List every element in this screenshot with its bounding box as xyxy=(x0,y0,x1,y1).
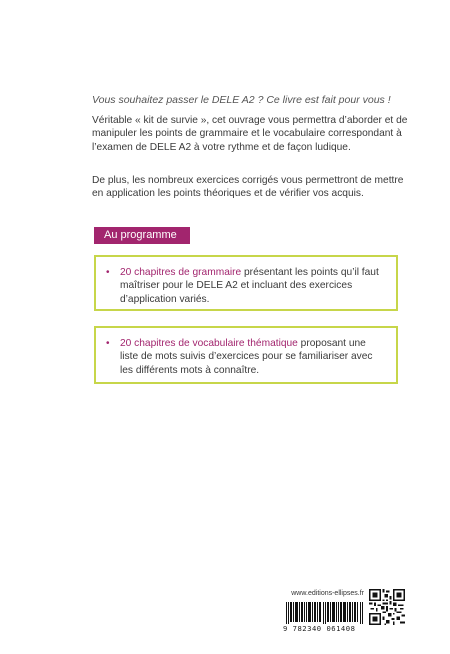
exercises-paragraph: De plus, les nombreux exercices corrigés vous permettront de mettre en application les points théoriques et de vérifier vos acquis. xyxy=(92,175,404,200)
bullet-icon: • xyxy=(106,267,110,278)
intro-tagline: Vous souhaitez passer le DELE A2 ? Ce livre est fait pour vous ! xyxy=(92,94,391,106)
item-highlight: 20 chapitres de grammaire xyxy=(120,267,242,278)
program-item-vocabulary xyxy=(94,326,398,384)
item-text: proposant une liste de mots suivis d’exercices pour se familiariser avec les différents mots à connaître. xyxy=(120,338,373,376)
item-highlight: 20 chapitres de vocabulaire thématique xyxy=(120,338,298,349)
qr-code-icon xyxy=(369,589,405,625)
isbn-number: 9 782340 061408 xyxy=(283,624,356,633)
program-item-grammar xyxy=(94,255,398,311)
bullet-icon: • xyxy=(106,338,110,349)
program-tag: Au programme xyxy=(94,227,190,244)
publisher-website: www.editions-ellipses.fr xyxy=(291,590,364,597)
description-paragraph: Véritable « kit de survie », cet ouvrage vous permettra d’aborder et de manipuler les points de grammaire et le vocabulaire correspondant à l’examen de DELE A2 à votre rythme et de façon ludique. xyxy=(92,115,408,153)
barcode-icon xyxy=(286,602,364,624)
item-text: présentant les points qu’il faut maîtriser pour le DELE A2 et incluant des exercices d’application variés. xyxy=(120,267,379,305)
